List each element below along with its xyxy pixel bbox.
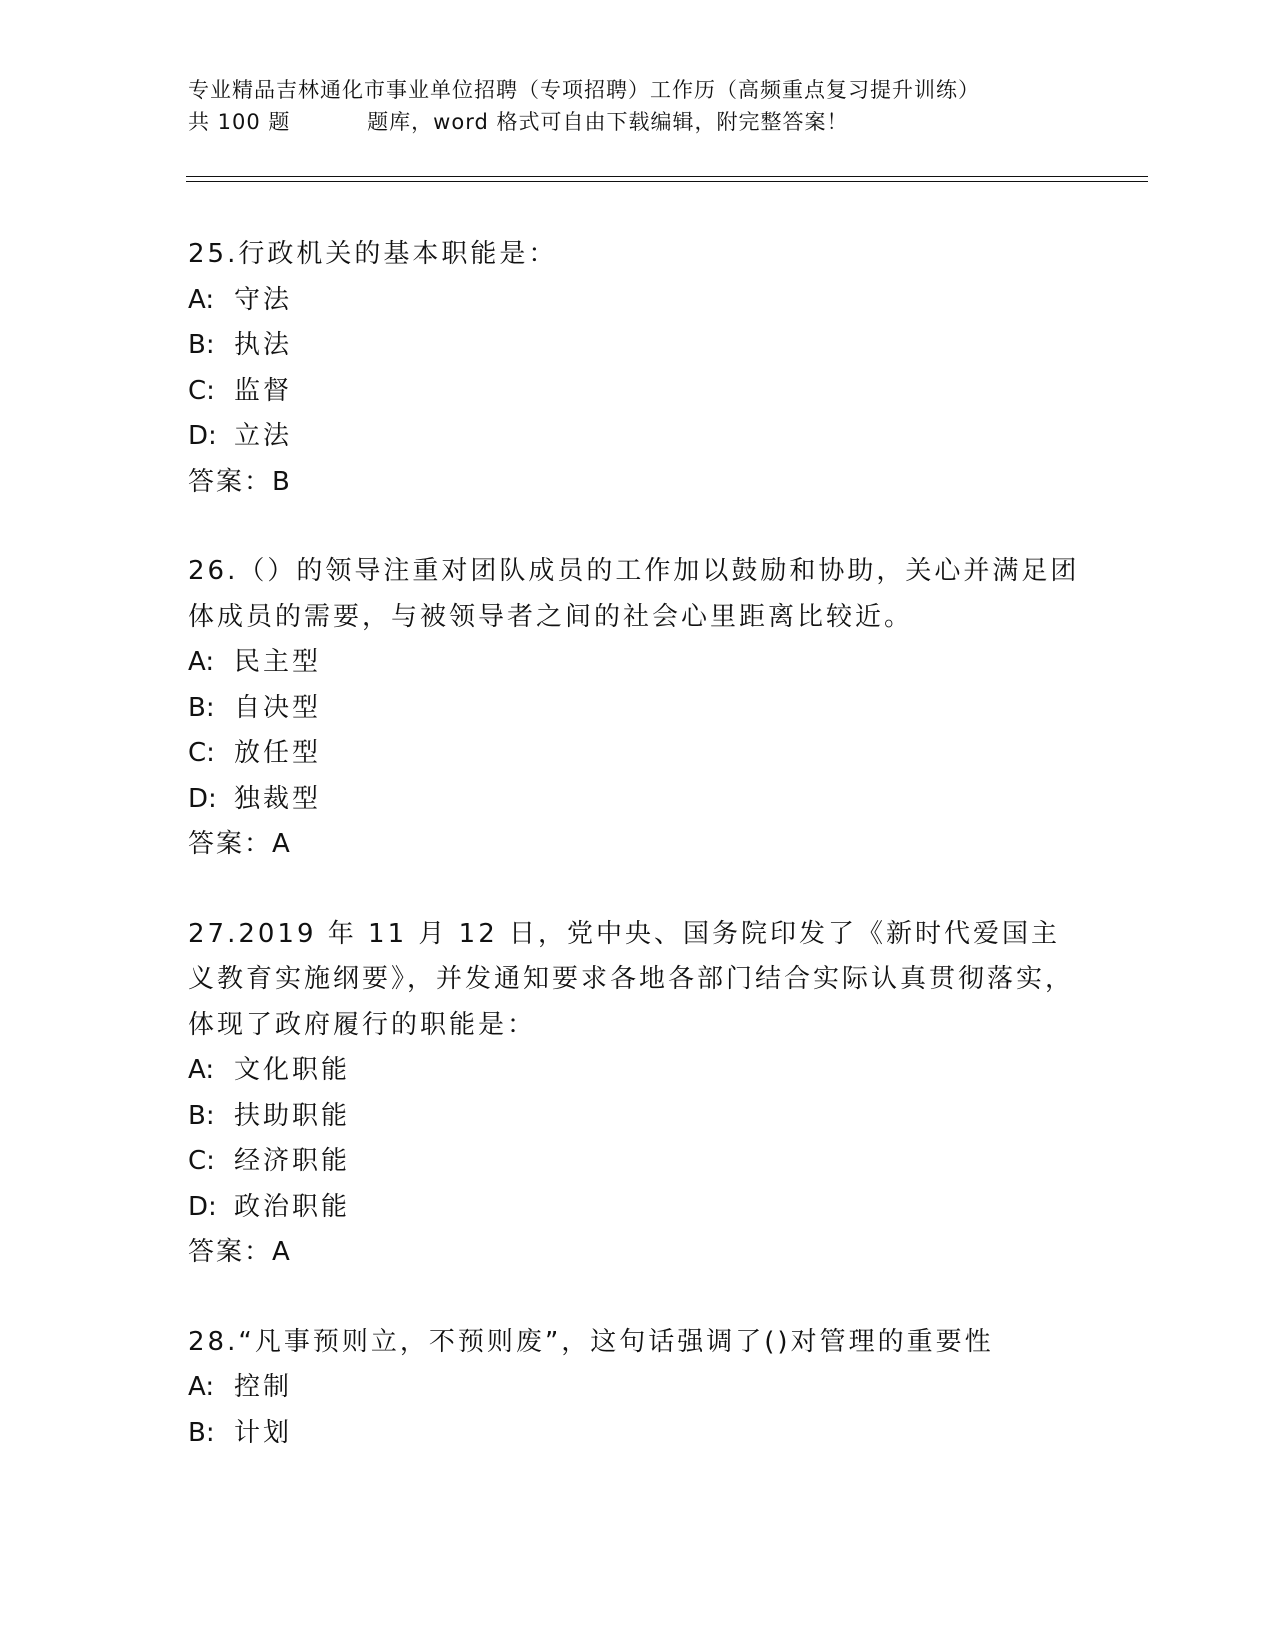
option-text: 控制 [234, 1372, 293, 1402]
option-letter: A: [188, 647, 215, 677]
option-text: 立法 [234, 421, 293, 451]
option-d [188, 414, 1088, 460]
option-letter: B: [188, 1417, 215, 1448]
option-letter: A: [188, 1372, 215, 1402]
option-a [188, 278, 1088, 324]
option-letter: A: [188, 284, 215, 315]
option-a [188, 1048, 1088, 1094]
header-title-line-2: 共 100 题 题库，word 格式可自由下载编辑，附完整答案！ [188, 110, 849, 134]
option-b [188, 1094, 1088, 1140]
option-letter: C: [188, 375, 215, 406]
question-stem: 26.（）的领导注重对团队成员的工作加以鼓励和协助，关心并满足团体成员的需要，与被领导者之间的社会心里距离比较近。 [188, 556, 1080, 632]
option-d [188, 777, 1088, 823]
answer-line: 答案：A [188, 1237, 292, 1267]
option-a [188, 640, 1088, 686]
question-stem: 25.行政机关的基本职能是： [188, 239, 558, 269]
option-b [188, 1411, 1088, 1457]
option-text: 监督 [234, 375, 293, 406]
question-list [188, 232, 1088, 1500]
option-text: 放任型 [234, 738, 322, 768]
question-27 [188, 912, 1088, 1276]
option-b [188, 323, 1088, 369]
option-d [188, 1185, 1088, 1231]
option-text: 文化职能 [234, 1055, 351, 1085]
option-text: 计划 [234, 1417, 293, 1448]
answer-line: 答案：A [188, 829, 292, 859]
question-stem: 28.“凡事预则立，不预则废”，这句话强调了()对管理的重要性 [188, 1326, 994, 1357]
option-letter: D: [188, 421, 217, 451]
question-28 [188, 1320, 1088, 1457]
option-letter: B: [188, 1100, 215, 1131]
option-letter: C: [188, 738, 215, 768]
option-text: 经济职能 [234, 1146, 351, 1176]
option-a [188, 1365, 1088, 1411]
option-text: 民主型 [234, 647, 322, 677]
question-25 [188, 232, 1088, 505]
question-26 [188, 549, 1088, 868]
option-c [188, 731, 1088, 777]
option-c [188, 1139, 1088, 1185]
option-letter: D: [188, 1191, 217, 1222]
option-text: 守法 [234, 284, 293, 315]
option-text: 独裁型 [234, 783, 322, 814]
option-c [188, 369, 1088, 415]
option-letter: B: [188, 330, 215, 360]
option-letter: D: [188, 783, 217, 814]
header-double-rule [186, 176, 1148, 182]
option-text: 政治职能 [234, 1191, 351, 1222]
option-text: 自决型 [234, 692, 322, 723]
header-title-line-1: 专业精品吉林通化市事业单位招聘（专项招聘）工作历（高频重点复习提升训练） [188, 78, 980, 102]
question-stem: 27.2019 年 11 月 12 日，党中央、国务院印发了《新时代爱国主义教育实施纲要》，并发通知要求各地各部门结合实际认真贯彻落实，体现了政府履行的职能是： [188, 918, 1075, 1040]
option-letter: B: [188, 692, 215, 723]
option-letter: C: [188, 1146, 215, 1176]
option-text: 执法 [234, 330, 293, 360]
option-text: 扶助职能 [234, 1100, 351, 1131]
option-b [188, 686, 1088, 732]
document-header [188, 74, 1088, 138]
answer-line: 答案：B [188, 466, 292, 497]
option-letter: A: [188, 1055, 215, 1085]
